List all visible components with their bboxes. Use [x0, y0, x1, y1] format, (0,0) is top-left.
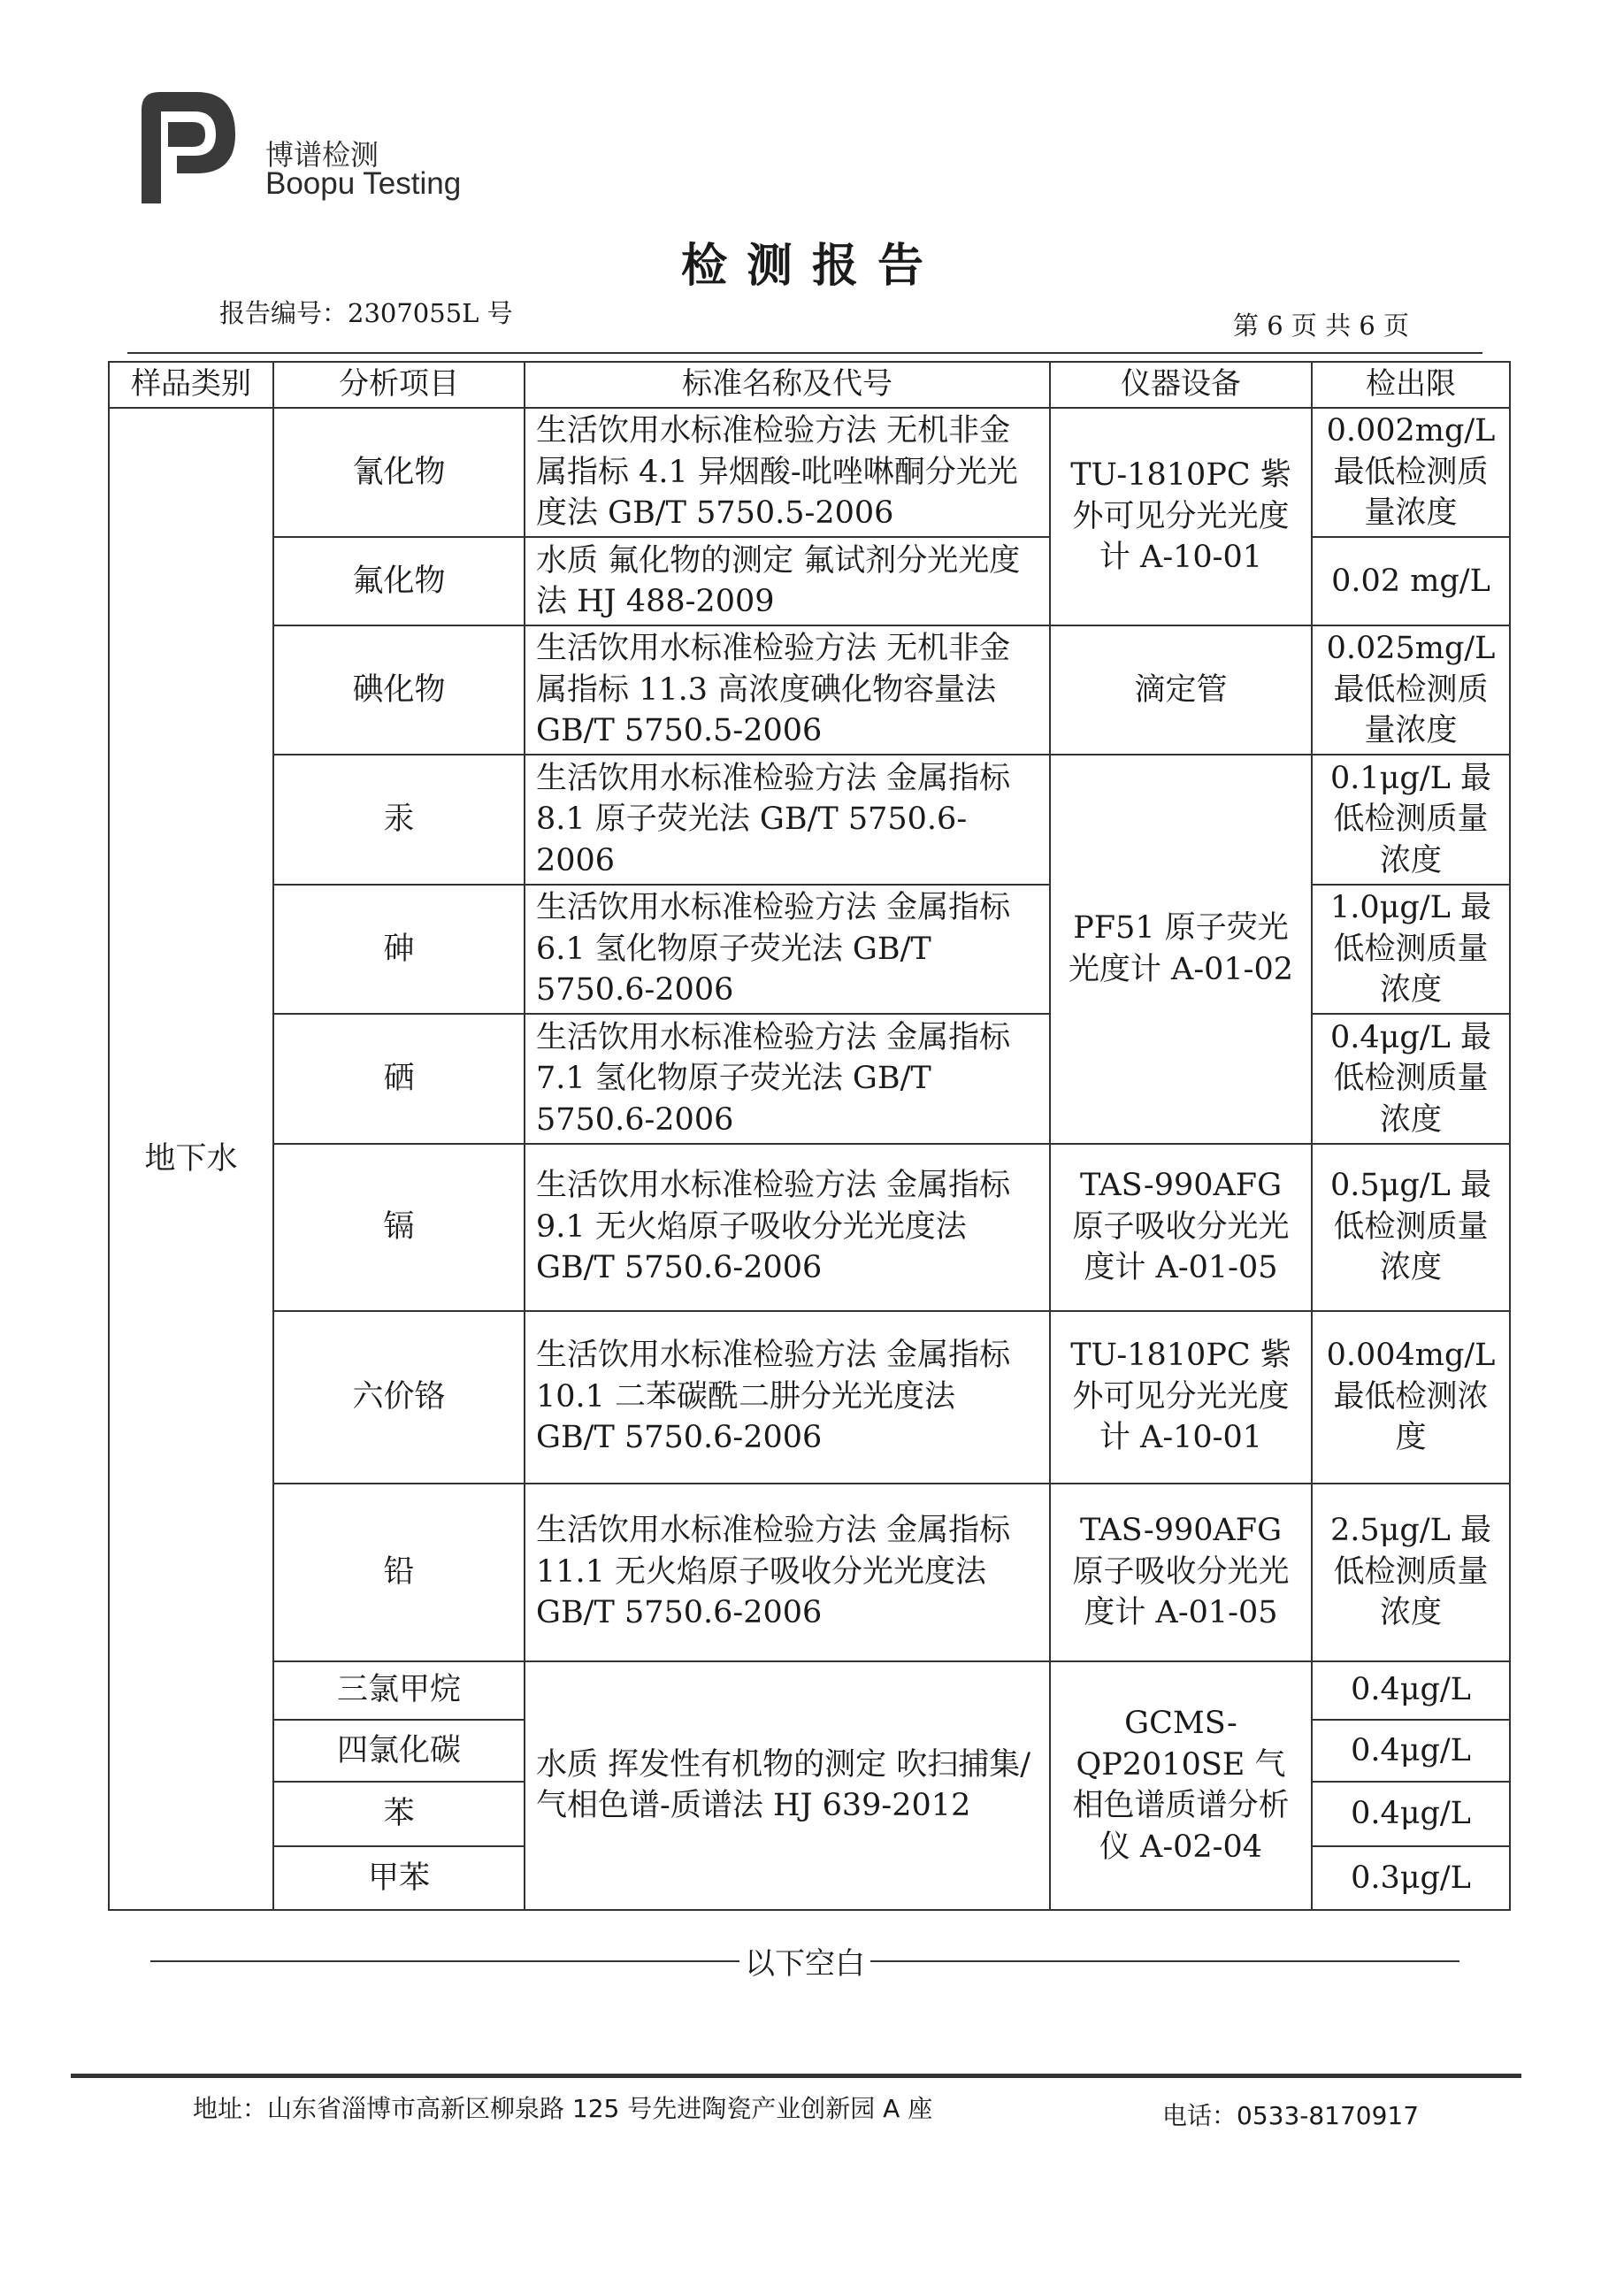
limit-cell: 0.02 mg/L — [1312, 537, 1510, 625]
instrument-cell: GCMS-QP2010SE 气相色谱质谱分析仪 A-02-04 — [1050, 1661, 1312, 1910]
instrument-cell: 滴定管 — [1050, 625, 1312, 755]
footer-divider — [71, 2074, 1521, 2078]
column-header-item: 分析项目 — [273, 362, 525, 408]
instrument-cell: TAS-990AFG 原子吸收分光光度计 A-01-05 — [1050, 1484, 1312, 1661]
item-cell: 苯 — [273, 1782, 525, 1845]
limit-cell: 0.4μg/L — [1312, 1782, 1510, 1845]
sample-category: 地下水 — [109, 408, 273, 1910]
column-header-standard: 标准名称及代号 — [525, 362, 1050, 408]
item-cell: 氰化物 — [273, 408, 525, 537]
item-cell: 六价铬 — [273, 1311, 525, 1484]
item-cell: 砷 — [273, 885, 525, 1014]
footer-phone: 电话：0533-8170917 — [1162, 2101, 1420, 2130]
dash-line-left — [150, 1960, 739, 1962]
analysis-table — [108, 361, 1511, 1911]
standard-cell: 水质 挥发性有机物的测定 吹扫捕集/气相色谱-质谱法 HJ 639-2012 — [525, 1661, 1050, 1910]
below-blank-label: 以下空白 — [745, 1946, 865, 1982]
standard-cell: 生活饮用水标准检验方法 金属指标 6.1 氢化物原子荧光法 GB/T 5750.6-2006 — [525, 885, 1050, 1014]
limit-cell: 0.004mg/L 最低检测浓度 — [1312, 1311, 1510, 1484]
standard-cell: 生活饮用水标准检验方法 金属指标 10.1 二苯碳酰二肼分光光度法 GB/T 5750.6-2006 — [525, 1311, 1050, 1484]
standard-cell: 水质 氟化物的测定 氟试剂分光光度法 HJ 488-2009 — [525, 537, 1050, 625]
end-of-table-marker — [150, 1939, 1459, 1982]
limit-cell: 0.4μg/L 最低检测质量浓度 — [1312, 1014, 1510, 1144]
standard-cell: 生活饮用水标准检验方法 无机非金属指标 11.3 高浓度碘化物容量法 GB/T 5750.5-2006 — [525, 625, 1050, 755]
item-cell: 碘化物 — [273, 625, 525, 755]
limit-cell: 0.1μg/L 最低检测质量浓度 — [1312, 755, 1510, 884]
limit-cell: 0.002mg/L 最低检测质量浓度 — [1312, 408, 1510, 537]
standard-cell: 生活饮用水标准检验方法 金属指标 7.1 氢化物原子荧光法 GB/T 5750.6-2006 — [525, 1014, 1050, 1144]
standard-cell: 生活饮用水标准检验方法 金属指标 8.1 原子荧光法 GB/T 5750.6-2006 — [525, 755, 1050, 884]
report-number: 报告编号：2307055L 号 — [219, 298, 513, 328]
instrument-cell: TU-1810PC 紫外可见分光光度计 A-10-01 — [1050, 408, 1312, 625]
limit-cell: 0.4μg/L — [1312, 1720, 1510, 1782]
brand-name-cn: 博谱检测 — [265, 138, 379, 172]
item-cell: 氟化物 — [273, 537, 525, 625]
header-divider — [127, 352, 1482, 354]
column-header-limit: 检出限 — [1312, 362, 1510, 408]
item-cell: 三氯甲烷 — [273, 1661, 525, 1720]
limit-cell: 0.025mg/L 最低检测质量浓度 — [1312, 625, 1510, 755]
column-header-category: 样品类别 — [109, 362, 273, 408]
limit-cell: 2.5μg/L 最低检测质量浓度 — [1312, 1484, 1510, 1661]
item-cell: 甲苯 — [273, 1846, 525, 1910]
limit-cell: 0.5μg/L 最低检测质量浓度 — [1312, 1144, 1510, 1311]
limit-cell: 0.3μg/L — [1312, 1846, 1510, 1910]
column-header-instrument: 仪器设备 — [1050, 362, 1312, 408]
limit-cell: 1.0μg/L 最低检测质量浓度 — [1312, 885, 1510, 1014]
dash-line-right — [870, 1960, 1459, 1962]
item-cell: 铅 — [273, 1484, 525, 1661]
item-cell: 镉 — [273, 1144, 525, 1311]
company-logo — [142, 92, 235, 203]
standard-cell: 生活饮用水标准检验方法 金属指标 11.1 无火焰原子吸收分光光度法 GB/T 5750.6-2006 — [525, 1484, 1050, 1661]
instrument-cell: PF51 原子荧光光度计 A-01-02 — [1050, 755, 1312, 1143]
standard-cell: 生活饮用水标准检验方法 无机非金属指标 4.1 异烟酸-吡唑啉酮分光光度法 GB/T 5750.5-2006 — [525, 408, 1050, 537]
instrument-cell: TU-1810PC 紫外可见分光光度计 A-10-01 — [1050, 1311, 1312, 1484]
item-cell: 硒 — [273, 1014, 525, 1144]
page-info: 第 6 页 共 6 页 — [1233, 311, 1409, 341]
item-cell: 四氯化碳 — [273, 1720, 525, 1782]
footer-address: 地址：山东省淄博市高新区柳泉路 125 号先进陶瓷产业创新园 A 座 — [193, 2094, 933, 2123]
limit-cell: 0.4μg/L — [1312, 1661, 1510, 1720]
item-cell: 汞 — [273, 755, 525, 884]
brand-name-en: Boopu Testing — [265, 166, 462, 201]
report-title: 检测报告 — [680, 239, 943, 293]
instrument-cell: TAS-990AFG 原子吸收分光光度计 A-01-05 — [1050, 1144, 1312, 1311]
standard-cell: 生活饮用水标准检验方法 金属指标 9.1 无火焰原子吸收分光光度法 GB/T 5750.6-2006 — [525, 1144, 1050, 1311]
